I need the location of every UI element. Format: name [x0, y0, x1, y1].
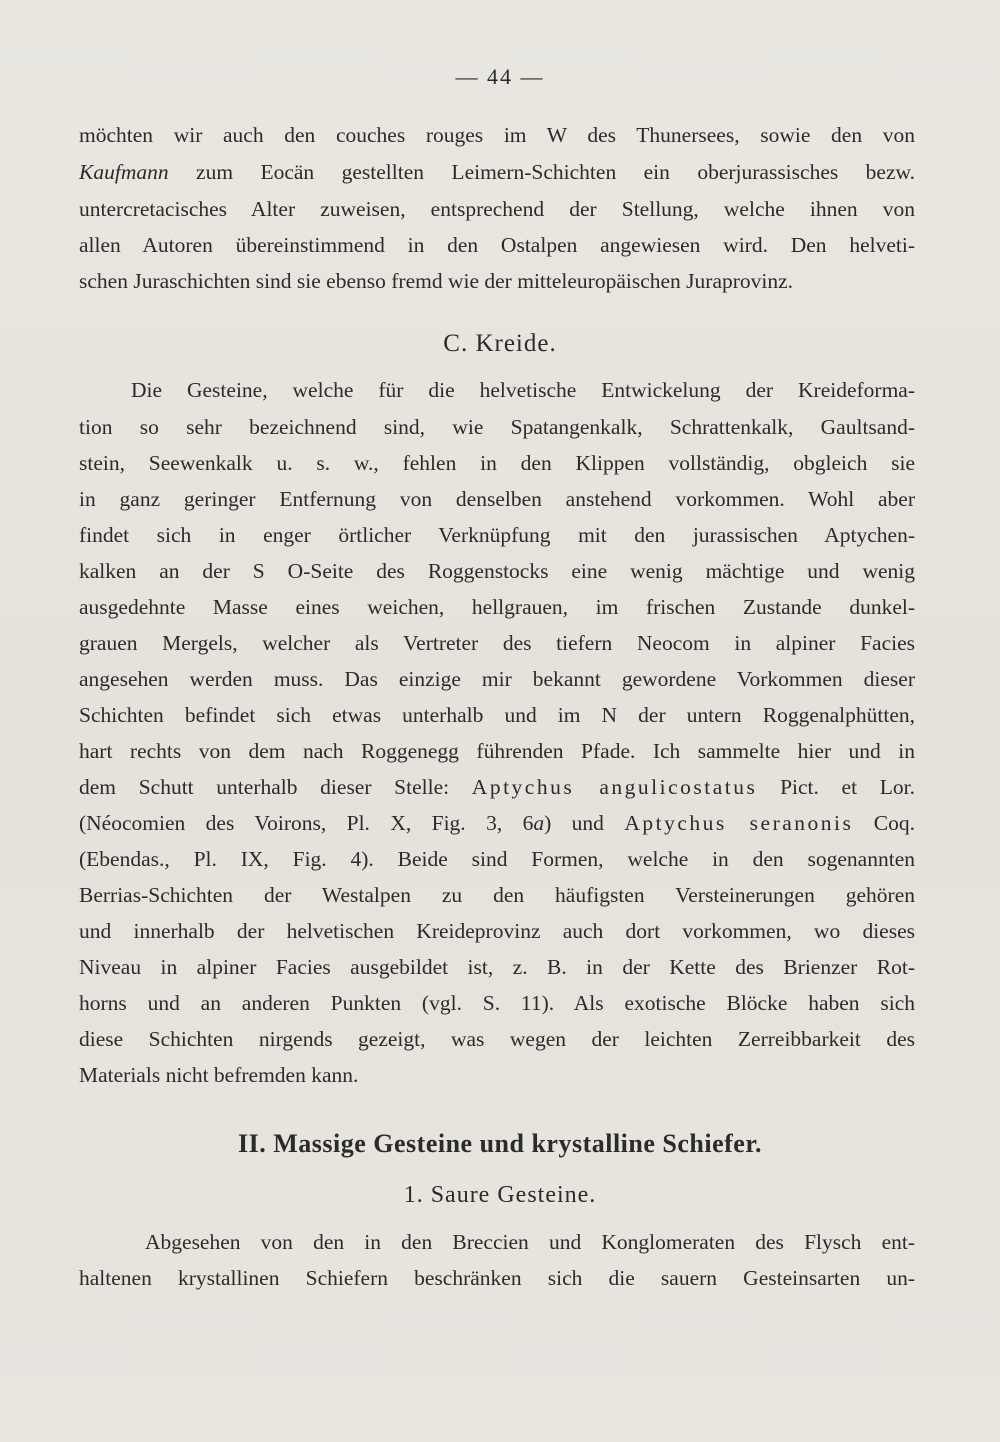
text-line: Berrias-Schichten der Westalpen zu den häufigsten Versteinerungen gehören	[79, 883, 915, 907]
section-heading-kreide: C. Kreide.	[443, 330, 557, 357]
text-line: Abgesehen von den in den Breccien und Konglomeraten des Flysch ent-	[145, 1230, 915, 1254]
text-line: allen Autoren übereinstimmend in den Ostalpen angewiesen wird. Den helveti-	[79, 233, 915, 257]
text-line: grauen Mergels, welcher als Vertreter des tiefern Neocom in alpiner Facies	[79, 631, 915, 655]
text-line: Schichten befindet sich etwas unterhalb und im N der untern Roggenalphütten,	[79, 703, 915, 727]
text-line: stein, Seewenkalk u. s. w., fehlen in den Klippen vollständig, obgleich sie	[79, 451, 915, 475]
text-line: dem Schutt unterhalb dieser Stelle: Aptychus angulicostatus Pict. et Lor.	[79, 775, 915, 799]
text-line: und innerhalb der helvetischen Kreideprovinz auch dort vorkommen, wo dieses	[79, 919, 915, 943]
page-number: — 44 —	[455, 64, 545, 89]
text-line: tion so sehr bezeichnend sind, wie Spatangenkalk, Schrattenkalk, Gaultsand-	[79, 415, 915, 439]
species-name: Aptychus seranonis	[624, 811, 854, 835]
chapter-heading: II. Massige Gesteine und krystalline Schiefer.	[238, 1129, 762, 1158]
text-line: untercretacisches Alter zuweisen, entsprechend der Stellung, welche ihnen von	[79, 197, 915, 221]
text-line: Kaufmann zum Eocän gestellten Leimern-Schichten ein oberjurassisches bezw.	[79, 160, 915, 184]
text-line: möchten wir auch den couches rouges im W des Thunersees, sowie den von	[79, 123, 915, 147]
text-line: horns und an anderen Punkten (vgl. S. 11). Als exotische Blöcke haben sich	[79, 991, 915, 1015]
text-line: haltenen krystallinen Schiefern beschränken sich die sauern Gesteinsarten un-	[79, 1266, 915, 1290]
text-line: ausgedehnte Masse eines weichen, hellgrauen, im frischen Zustande dunkel-	[79, 595, 915, 619]
text-line: Niveau in alpiner Facies ausgebildet ist, z. B. in der Kette des Brienzer Rot-	[79, 955, 915, 979]
text-line: Materials nicht befremden kann.	[79, 1063, 359, 1087]
text-line: (Ebendas., Pl. IX, Fig. 4). Beide sind Formen, welche in den sogenannten	[79, 847, 915, 871]
subsection-heading: 1. Saure Gesteine.	[403, 1182, 597, 1208]
text-line: in ganz geringer Entfernung von denselben anstehend vorkommen. Wohl aber	[79, 487, 915, 511]
species-name: Aptychus angulicostatus	[471, 775, 758, 799]
text-line: schen Juraschichten sind sie ebenso fremd wie der mitteleuropäischen Juraprovinz.	[79, 269, 794, 293]
text-line: kalken an der S O-Seite des Roggenstocks eine wenig mächtige und wenig	[79, 559, 915, 583]
text-line: findet sich in enger örtlicher Verknüpfung mit den jurassischen Aptychen-	[79, 523, 915, 547]
author-name: Kaufmann	[79, 160, 169, 184]
text-line: diese Schichten nirgends gezeigt, was wegen der leichten Zerreibbarkeit des	[79, 1027, 915, 1051]
text-line: (Néocomien des Voirons, Pl. X, Fig. 3, 6a) und Aptychus seranonis Coq.	[79, 811, 915, 835]
text-line: hart rechts von dem nach Roggenegg führenden Pfade. Ich sammelte hier und in	[79, 739, 915, 763]
text-line: angesehen werden muss. Das einzige mir bekannt gewordene Vorkommen dieser	[79, 667, 915, 691]
text-line: Die Gesteine, welche für die helvetische Entwickelung der Kreideforma-	[131, 378, 915, 402]
